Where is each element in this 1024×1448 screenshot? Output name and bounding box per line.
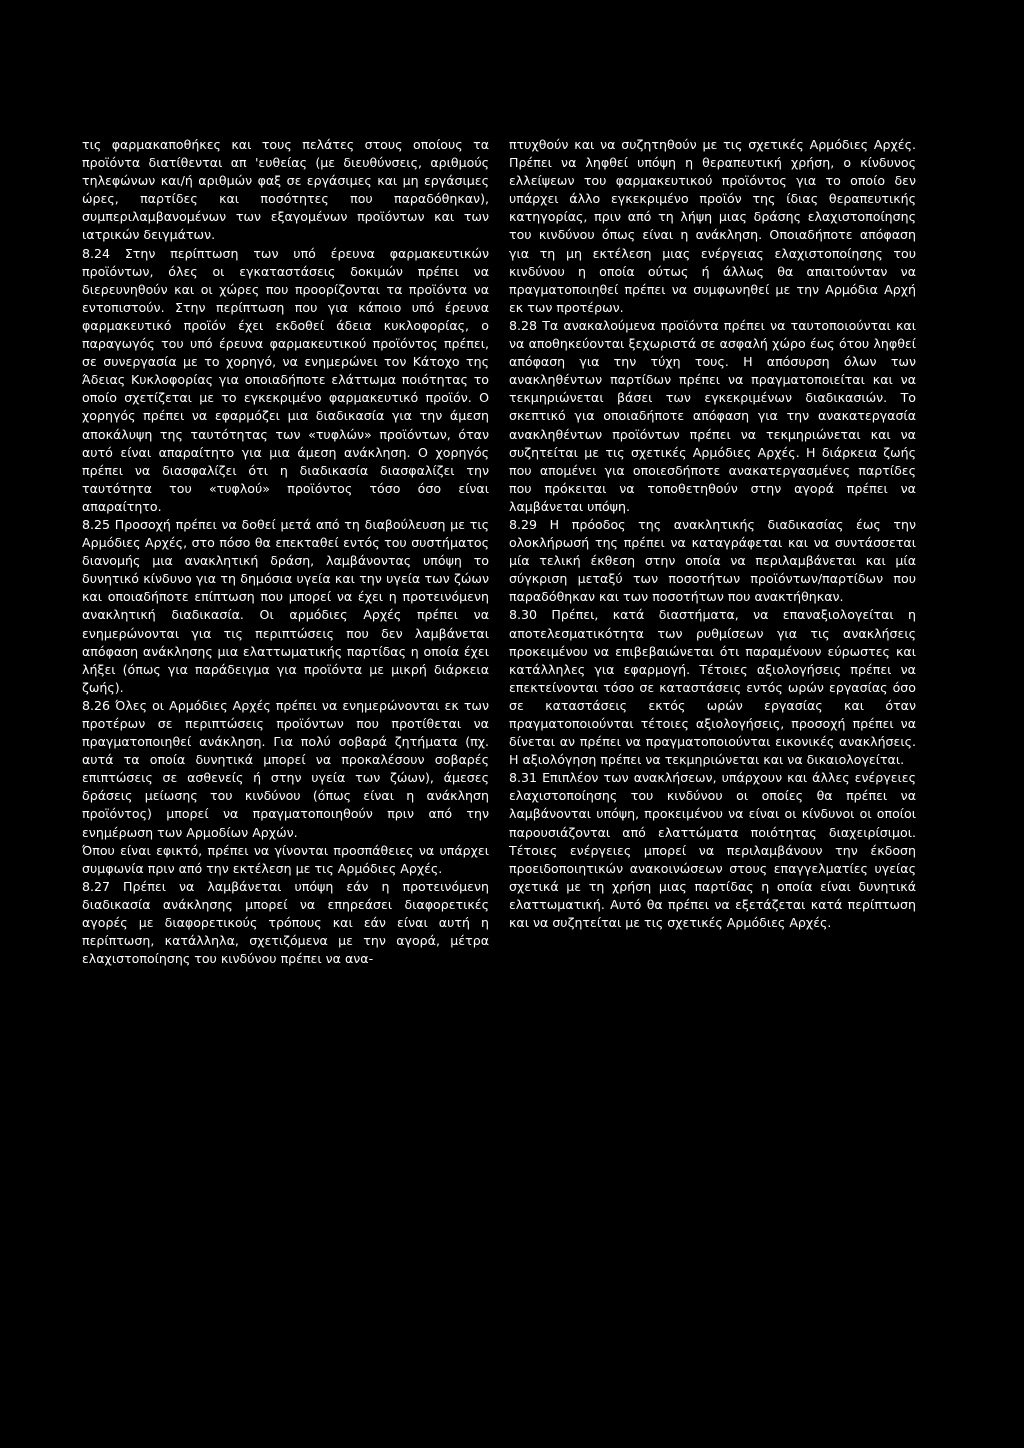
paragraph-continuation: τις φαρμακαποθήκες και τους πελάτες στους οποίους τα προϊόντα διατίθενται απ 'ευθείας (με διευθύνσεις, αριθμούς τηλεφώνων και/ή αριθμών φαξ σε εργάσιμες και μη εργάσιμες ώρες, παρτίδες και ποσότητες που παραδόθηκαν), συμπεριλαμβανομένων των εξαγομένων προϊόντων και των ιατρικών δειγμάτων. <box>82 137 489 243</box>
right-column <box>509 136 916 1376</box>
paragraph-8-26: 8.26 Όλες οι Αρμόδιες Αρχές πρέπει να ενημερώνονται εκ των προτέρων σε περιπτώσεις προϊόντων που προτίθεται να πραγματοποιηθεί ανάκληση. Για πολύ σοβαρά ζητήματα (πχ. αυτά τα οποία δυνητικά μπορεί να προκαλέσουν σοβαρές επιπτώσεις σε ασθενείς ή στην υγεία των ζώων), άμεσες δράσεις μείωσης του κινδύνου (όπως είναι η ανάκληση προϊόντος) μπορεί να πραγματοποιηθούν πριν από την ενημέρωση των Αρμοδίων Αρχών. <box>82 697 489 840</box>
paragraph-8-27: 8.27 Πρέπει να λαμβάνεται υπόψη εάν η προτεινόμενη διαδικασία ανάκλησης μπορεί να επηρεάσει διαφορετικές αγορές με διαφορετικούς τρόπους και εάν είναι αυτή η περίπτωση, κατάλληλα, σχετιζόμενα με την αγορά, μέτρα ελαχιστοποίησης του κινδύνου πρέπει να ανα- <box>82 878 489 967</box>
paragraph-8-25: 8.25 Προσοχή πρέπει να δοθεί μετά από τη διαβούλευση με τις Αρμόδιες Αρχές, στο πόσο θα επεκταθεί εντός του συστήματος διανομής μια ανακλητική δράση, λαμβάνοντας υπόψη το δυνητικό κίνδυνο για τη δημόσια υγεία και την υγεία των ζώων και οποιαδήποτε επίπτωση που μπορεί να έχει η προτεινόμενη ανακλητική διαδικασία. Οι αρμόδιες Αρχές πρέπει να ενημερώνονται για τις περιπτώσεις που δεν λαμβάνεται απόφαση ανάκλησης μια ελαττωματικής παρτίδας η οποία έχει λήξει (όπως για παράδειγμα για προϊόντα με μικρή διάρκεια ζωής). <box>82 516 489 695</box>
paragraph-8-29: 8.29 Η πρόοδος της ανακλητικής διαδικασίας έως την ολοκλήρωσή της πρέπει να καταγράφεται και να συντάσσεται μία τελική έκθεση στην οποία να περιλαμβάνεται και μία σύγκριση μεταξύ των ποσοτήτων προϊόντων/παρτίδων που παραδόθηκαν και των ποσοτήτων που ανακτήθηκαν. <box>509 516 916 605</box>
paragraph-8-30: 8.30 Πρέπει, κατά διαστήματα, να επαναξιολογείται η αποτελεσματικότητα των ρυθμίσεων για τις ανακλήσεις προκειμένου να επιβεβαιώνεται ότι παραμένουν εύρωστες και κατάλληλες για εφαρμογή. Τέτοιες αξιολογήσεις πρέπει να επεκτείνονται τόσο σε καταστάσεις εντός ωρών εργασίας όσο σε καταστάσεις εκτός ωρών εργασίας και όταν πραγματοποιούνται τέτοιες αξιολογήσεις, προσοχή πρέπει να δίνεται αν πρέπει να πραγματοποιούνται εικονικές ανακλήσεις. Η αξιολόγηση πρέπει να τεκμηριώνεται και να δικαιολογείται. <box>509 607 916 768</box>
paragraph-8-27-continuation: πτυχθούν και να συζητηθούν με τις σχετικές Αρμόδιες Αρχές. Πρέπει να ληφθεί υπόψη η θεραπευτική χρήση, ο κίνδυνος ελλείψεων του φαρμακευτικού προϊόντος για το οποίο δεν υπάρχει άλλο εγκεκριμένο προϊόν της ίδιας θεραπευτικής κατηγορίας, πριν από τη λήψη μιας δράσης ελαχιστοποίησης του κινδύνου όπως είναι η ανάκληση. Οποιαδήποτε απόφαση για τη μη εκτέλεση μιας ενέργειας ελαχιστοποίησης του κινδύνου η οποία ούτως ή άλλως θα απαιτούνταν να πραγματοποιηθεί πρέπει να συμφωνηθεί με την Αρμόδια Αρχή εκ των προτέρων. <box>509 137 916 315</box>
paragraph-8-24: 8.24 Στην περίπτωση των υπό έρευνα φαρμακευτικών προϊόντων, όλες οι εγκαταστάσεις δοκιμών πρέπει να διερευνηθούν και οι χώρες που προορίζονται τα προϊόντα να εντοπιστούν. Στην περίπτωση που για κάποιο υπό έρευνα φαρμακευτικό προϊόν έχει εκδοθεί άδεια κυκλοφορίας, ο παραγωγός του υπό έρευνα φαρμακευτικού προϊόντος πρέπει, σε συνεργασία με το χορηγό, να ενημερώνει τον Κάτοχο της Άδειας Κυκλοφορίας για οποιαδήποτε ελάττωμα ποιότητας το οποίο σχετίζεται με το εγκεκριμένο φαρμακευτικό προϊόν. Ο χορηγός πρέπει να εφαρμόζει μια διαδικασία για την άμεση αποκάλυψη της ταυτότητας των «τυφλών» προϊόντων, όταν αυτό είναι απαραίτητο για μια άμεση ανάκληση. Ο χορηγός πρέπει να διασφαλίζει ότι η διαδικασία διασφαλίζει την ταυτότητα του «τυφλού» προϊόντος τόσο όσο είναι απαραίτητο. <box>82 245 489 514</box>
paragraph-8-28: 8.28 Τα ανακαλούμενα προϊόντα πρέπει να ταυτοποιούνται και να αποθηκεύονται ξεχωριστά σε ασφαλή χώρο έως ότου ληφθεί απόφαση για την τύχη τους. Η απόσυρση όλων των ανακληθέντων παρτίδων πρέπει να πραγματοποιείται και να τεκμηριώνεται βάσει των εγκεκριμένων διαδικασιών. Το σκεπτικό για οποιαδήποτε απόφαση για την ανακατεργασία ανακληθέντων προϊόντων πρέπει να τεκμηριώνεται και να συζητείται με τις σχετικές Αρμόδιες Αρχές. Η διάρκεια ζωής που απομένει για οποιεσδήποτε ανακατεργασμένες παρτίδες που πρόκειται να τοποθετηθούν στην αγορά πρέπει να λαμβάνεται υπόψη. <box>509 317 916 514</box>
paragraph-8-31: 8.31 Επιπλέον των ανακλήσεων, υπάρχουν και άλλες ενέργειες ελαχιστοποίησης του κινδύνου οι οποίες θα πρέπει να λαμβάνονται υπόψη, προκειμένου να είναι οι κίνδυνοι οι οποίοι παρουσιάζονται από ελαττώματα ποιότητας διαχειρίσιμοι. Τέτοιες ενέργειες μπορεί να περιλαμβάνουν την έκδοση προειδοποιητικών ανακοινώσεων στους επαγγελματίες υγείας σχετικά με τη χρήση μιας παρτίδας η οποία είναι δυνητικά ελαττωματική. Αυτό θα πρέπει να εξετάζεται κατά περίπτωση και να συζητείται με τις σχετικές Αρμόδιες Αρχές. <box>509 770 916 931</box>
document-page <box>82 136 916 1376</box>
paragraph-8-26-note: Όπου είναι εφικτό, πρέπει να γίνονται προσπάθειες να υπάρχει συμφωνία πριν από την εκτέλεση με τις Αρμόδιες Αρχές. <box>82 842 489 876</box>
left-column <box>82 136 489 1376</box>
